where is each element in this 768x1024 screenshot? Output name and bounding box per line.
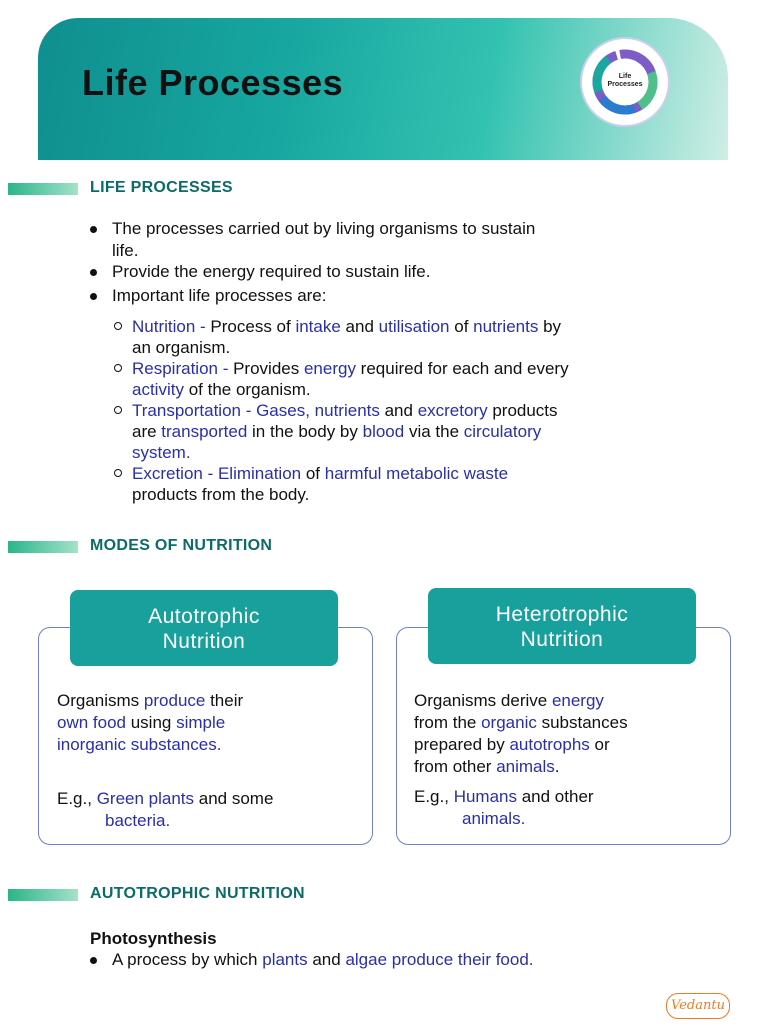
sub-item-continuation [132,442,191,463]
text-fragment: are [132,422,162,441]
highlighted-term: nutrients [473,317,539,336]
highlighted-term: energy [551,691,604,710]
text-fragment: and [307,950,346,969]
heterotrophic-card-title: Heterotrophic Nutrition [428,588,696,664]
highlighted-term: algae produce their food. [345,950,534,969]
highlighted-term: intake [295,317,341,336]
text-fragment: from other [414,757,497,776]
text-fragment: products [487,401,558,420]
card-description-line [57,690,243,712]
page-title: Life Processes [82,62,344,103]
text-fragment: Provide the energy required to sustain life. [112,262,431,281]
highlighted-term: autotrophs [509,735,590,754]
sub-item-continuation [132,421,541,442]
card-description-line [57,734,243,756]
bullet-item [112,218,535,239]
text-fragment: their [205,691,244,710]
section-heading-life-processes: LIFE PROCESSES [90,179,233,196]
autotrophic-example [57,788,273,832]
text-fragment: and [340,317,379,336]
autotrophic-description [57,690,243,756]
text-fragment: prepared by [414,735,510,754]
highlighted-term: utilisation [378,317,450,336]
bullet-item [112,240,138,261]
highlighted-term: inorganic substances. [57,735,222,754]
highlighted-term: excretory [417,401,488,420]
text-fragment: via the [404,422,464,441]
highlighted-term: animals. [462,809,526,828]
highlighted-term: harmful metabolic waste [324,464,509,483]
sub-item-continuation [132,337,230,358]
photosynthesis-subheading: Photosynthesis [90,929,217,948]
text-fragment: Organisms [57,691,144,710]
text-fragment: and some [194,789,274,808]
card-description-line [414,690,628,712]
text-fragment: The processes carried out by living organisms to sustain [112,219,536,238]
text-fragment: Organisms derive [414,691,552,710]
sub-item [132,316,561,337]
text-fragment: in the body by [247,422,363,441]
highlighted-term: own food [57,713,126,732]
highlighted-term: Humans [453,787,517,806]
photosynthesis-bullet [112,949,534,970]
vedantu-logo: Vedantu [666,993,730,1019]
highlighted-term: blood [362,422,405,441]
text-fragment: life. [112,241,139,260]
heterotrophic-description [414,690,628,778]
highlighted-term: bacteria. [105,811,171,830]
text-fragment: using [126,713,177,732]
section-heading-modes-of-nutrition: MODES OF NUTRITION [90,537,273,554]
autotrophic-card-title: Autotrophic Nutrition [70,590,338,666]
sub-item [132,400,558,421]
section-marker [8,183,78,195]
text-fragment: of [449,317,474,336]
card-example-line [414,808,594,830]
text-fragment: products from the body. [132,485,310,504]
highlighted-term: circulatory [463,422,542,441]
text-fragment: and other [517,787,594,806]
card-description-line [414,734,628,756]
card-description-line [57,712,243,734]
highlighted-term: activity [132,380,184,399]
sub-item-continuation [132,379,311,400]
text-fragment: . [554,757,560,776]
text-fragment: Process of [205,317,296,336]
text-fragment: substances [536,713,628,732]
text-fragment: an organism. [132,338,231,357]
heterotrophic-example [414,786,594,830]
text-fragment: of [301,464,325,483]
highlighted-term: system. [132,443,191,462]
highlighted-term: simple [176,713,226,732]
card-example-line [414,786,594,808]
sub-item-continuation [132,484,309,505]
highlighted-term: Green plants [96,789,195,808]
sub-item [132,358,569,379]
highlighted-term: animals [496,757,555,776]
text-fragment: A process by which [112,950,263,969]
text-fragment: by [538,317,562,336]
card-example-line [57,788,273,810]
highlighted-term: Transportation - Gases, nutrients [132,401,380,420]
text-fragment: E.g., [414,787,454,806]
sub-item [132,463,508,484]
text-fragment: from the [414,713,482,732]
text-fragment: and [379,401,418,420]
highlighted-term: Excretion - Elimination [132,464,302,483]
text-fragment: of the organism. [183,380,311,399]
highlighted-term: energy [303,359,356,378]
section-heading-autotrophic-nutrition: AUTOTROPHIC NUTRITION [90,885,305,902]
highlighted-term: plants [262,950,308,969]
text-fragment: required for each and every [355,359,569,378]
card-description-line [414,756,628,778]
section-marker [8,889,78,901]
text-fragment: E.g., [57,789,97,808]
life-processes-logo [580,37,670,127]
text-fragment: or [589,735,610,754]
logo-label: Life Processes [607,73,643,88]
text-fragment: Provides [228,359,304,378]
text-fragment: Important life processes are: [112,286,327,305]
highlighted-term: organic [481,713,537,732]
highlighted-term: transported [161,422,248,441]
card-example-line [57,810,273,832]
highlighted-term: Respiration - [132,359,229,378]
bullet-item [112,285,326,306]
card-description-line [414,712,628,734]
section-marker [8,541,78,553]
bullet-item [112,261,430,282]
highlighted-term: produce [143,691,206,710]
highlighted-term: Nutrition - [132,317,206,336]
